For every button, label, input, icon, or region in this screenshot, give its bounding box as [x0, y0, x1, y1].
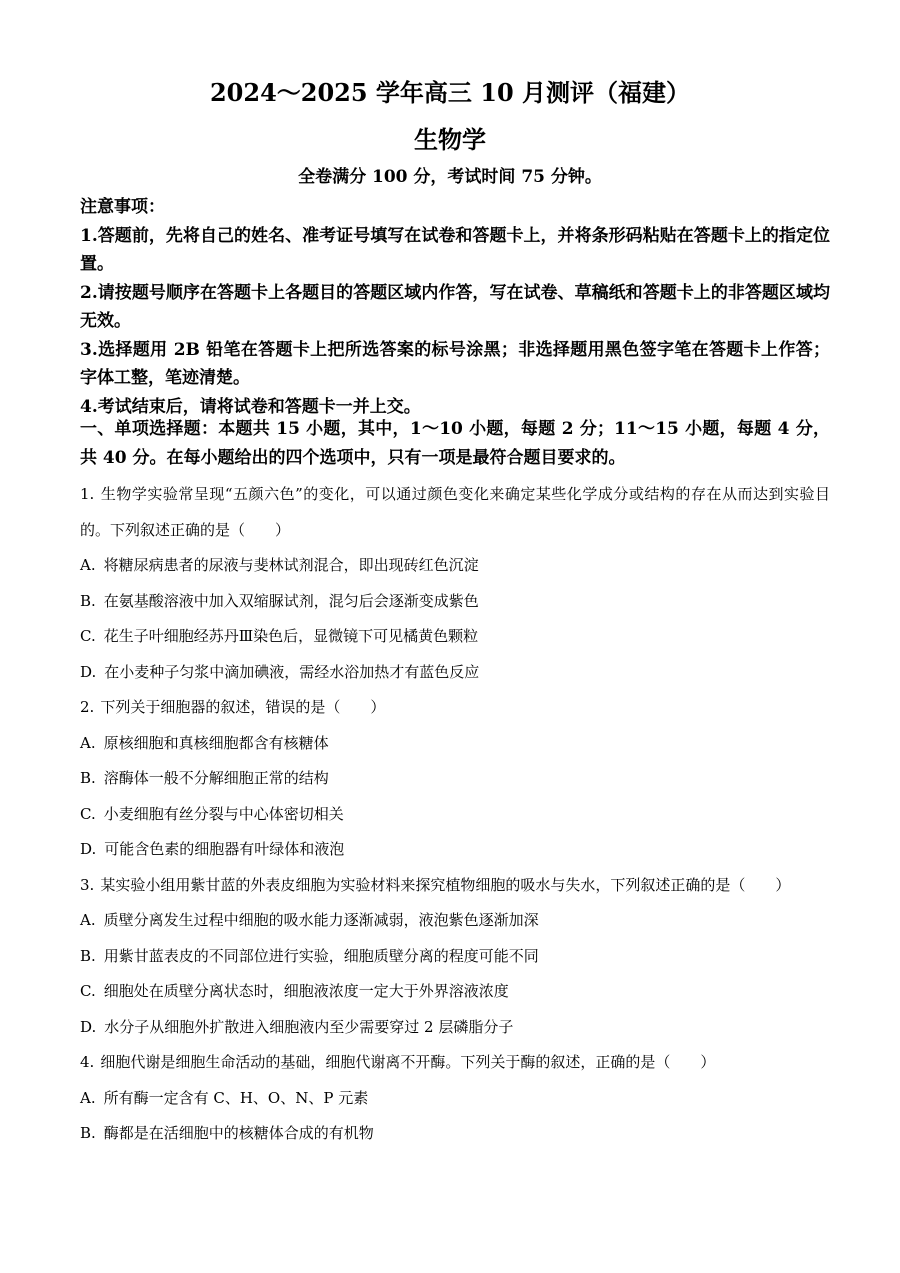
option-letter: B. [80, 591, 96, 610]
option-letter: A. [80, 1088, 96, 1107]
answer-option [80, 1010, 830, 1046]
option-text: 在小麦种子匀浆中滴加碘液，需经水浴加热才有蓝色反应 [104, 662, 480, 681]
option-text: 用紫甘蓝表皮的不同部位进行实验，细胞质壁分离的程度可能不同 [103, 946, 539, 965]
answer-option [80, 1116, 830, 1152]
answer-option [80, 1081, 830, 1117]
option-text: 溶酶体一般不分解细胞正常的结构 [103, 769, 329, 787]
option-letter: C. [80, 982, 96, 1000]
subject-title: 生物学 [414, 125, 486, 154]
question-text: 生物学实验常呈现“五颜六色”的变化，可以通过颜色变化来确定某些化学成分或结构的存在从而达到实验目的。下列叙述正确的是（ ） [80, 485, 830, 539]
option-text: 所有酶一定含有 C、H、O、N、P 元素 [103, 1088, 369, 1107]
note-item: 4.考试结束后，请将试卷和答题卡一并上交。 [80, 396, 421, 417]
question-number: 2. [80, 698, 95, 716]
question-list [80, 477, 830, 1152]
question-stem [80, 1045, 830, 1081]
answer-option [80, 832, 830, 868]
answer-option [80, 974, 830, 1010]
question-stem [80, 868, 830, 904]
option-letter: B. [80, 946, 96, 965]
note-item: 2.请按题号顺序在答题卡上各题目的答题区域内作答，写在试卷、草稿纸和答题卡上的非答题区域均无效。 [80, 282, 830, 331]
option-text: 水分子从细胞外扩散进入细胞液内至少需要穿过 2 层磷脂分子 [104, 1017, 514, 1036]
option-letter: D. [80, 1017, 97, 1036]
option-text: 花生子叶细胞经苏丹Ⅲ染色后，显微镜下可见橘黄色颗粒 [103, 627, 479, 645]
option-text: 小麦细胞有丝分裂与中心体密切相关 [103, 804, 344, 823]
answer-option [80, 903, 830, 939]
notes-block [80, 193, 830, 421]
option-letter: A. [80, 733, 96, 752]
option-letter: A. [80, 911, 96, 929]
option-letter: C. [80, 804, 96, 823]
section-heading: 一、单项选择题：本题共 15 小题，其中，1～10 小题，每题 2 分；11～15 小题，每题 4 分，共 40 分。在每小题给出的四个选项中，只有一项是最符合题目要求的。 [80, 419, 830, 468]
option-text: 将糖尿病患者的尿液与斐林试剂混合，即出现砖红色沉淀 [103, 556, 479, 574]
option-letter: D. [80, 662, 97, 681]
answer-option [80, 655, 830, 691]
option-letter: A. [80, 556, 96, 574]
option-text: 可能含色素的细胞器有叶绿体和液泡 [104, 840, 345, 858]
option-text: 细胞处在质壁分离状态时，细胞液浓度一定大于外界溶液浓度 [103, 982, 509, 1000]
exam-title: 2024～2025 学年高三 10 月测评（福建） [209, 78, 691, 107]
option-letter: D. [80, 840, 97, 858]
question-text: 下列关于细胞器的叙述，错误的是（ ） [100, 698, 386, 716]
option-letter: C. [80, 627, 96, 645]
answer-option [80, 726, 830, 762]
option-text: 质壁分离发生过程中细胞的吸水能力逐渐减弱，液泡紫色逐渐加深 [103, 911, 539, 929]
question-text: 细胞代谢是细胞生命活动的基础，细胞代谢离不开酶。下列关于酶的叙述，正确的是（ ） [100, 1053, 716, 1071]
answer-option [80, 797, 830, 833]
answer-option [80, 939, 830, 975]
question-stem [80, 477, 830, 548]
option-text: 在氨基酸溶液中加入双缩脲试剂，混匀后会逐渐变成紫色 [103, 591, 479, 610]
question-number: 3. [80, 875, 95, 894]
answer-option [80, 619, 830, 655]
answer-option [80, 584, 830, 620]
answer-option [80, 761, 830, 797]
note-item: 1.答题前，先将自己的姓名、准考证号填写在试卷和答题卡上，并将条形码粘贴在答题卡上的指定位置。 [80, 225, 830, 274]
question-text: 某实验小组用紫甘蓝的外表皮细胞为实验材料来探究植物细胞的吸水与失水，下列叙述正确的是（ ） [100, 875, 791, 894]
option-text: 原核细胞和真核细胞都含有核糖体 [103, 733, 329, 752]
option-text: 酶都是在活细胞中的核糖体合成的有机物 [103, 1124, 374, 1142]
answer-option [80, 548, 830, 584]
question-stem [80, 690, 830, 726]
notes-heading: 注意事项： [80, 197, 165, 217]
option-letter: B. [80, 1124, 96, 1142]
option-letter: B. [80, 769, 96, 787]
question-number: 4. [80, 1053, 95, 1071]
note-item: 3.选择题用 2B 铅笔在答题卡上把所选答案的标号涂黑；非选择题用黑色签字笔在答题卡上作答；字体工整，笔迹清楚。 [80, 339, 830, 388]
question-number: 1. [80, 485, 95, 503]
exam-meta: 全卷满分 100 分，考试时间 75 分钟。 [298, 167, 602, 187]
